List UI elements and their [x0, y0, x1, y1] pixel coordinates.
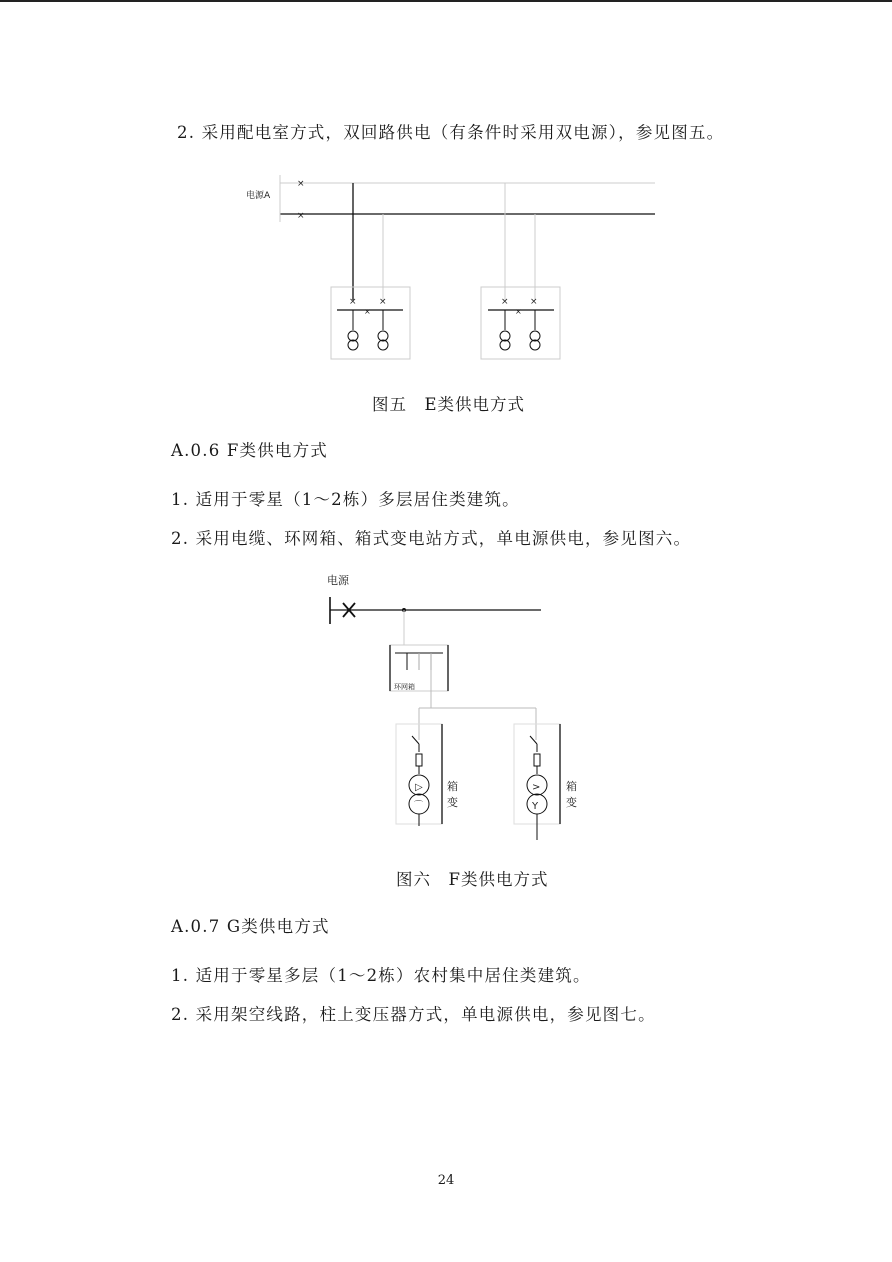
source-label: 电源 [327, 574, 349, 587]
svg-text:×: × [379, 297, 387, 307]
svg-text:×: × [297, 211, 305, 221]
svg-text:▷: ▷ [415, 782, 423, 793]
svg-text:×: × [515, 307, 522, 316]
top-border [0, 0, 892, 2]
ring-main-unit-label: 环网箱 [394, 683, 415, 691]
section-heading-a06: A.0.6 F类供电方式 [171, 441, 328, 460]
page-number: 24 [437, 1173, 455, 1188]
paragraph-g-item-2: 2. 采用架空线路，柱上变压器方式，单电源供电，参见图七。 [171, 1005, 656, 1024]
svg-text:×: × [349, 297, 357, 307]
box-substation-label-1a: 箱 [447, 780, 458, 793]
figure-6-diagram [0, 565, 892, 855]
paragraph-e-item-2: 2. 采用配电室方式，双回路供电（有条件时采用双电源），参见图五。 [177, 123, 725, 142]
box-substation-label-2a: 箱 [566, 780, 577, 793]
section-heading-a07: A.0.7 G类供电方式 [171, 917, 330, 936]
svg-text:×: × [364, 307, 371, 316]
svg-text:×: × [297, 179, 305, 189]
figure-6-caption: 图六 F类供电方式 [396, 870, 549, 889]
paragraph-g-item-1: 1. 适用于零星多层（1～2栋）农村集中居住类建筑。 [171, 966, 591, 985]
svg-text:×: × [530, 297, 538, 307]
figure-5-diagram [0, 170, 892, 410]
box-substation-label-2b: 变 [566, 796, 577, 809]
svg-text:>: > [532, 782, 541, 793]
source-a-label: 电源A [246, 191, 271, 201]
svg-text:⌒: ⌒ [414, 801, 424, 811]
svg-text:×: × [501, 297, 509, 307]
paragraph-f-item-2: 2. 采用电缆、环网箱、箱式变电站方式，单电源供电，参见图六。 [171, 529, 692, 548]
paragraph-f-item-1: 1. 适用于零星（1～2栋）多层居住类建筑。 [171, 490, 520, 509]
figure-5-caption: 图五 E类供电方式 [372, 395, 526, 414]
box-substation-label-1b: 变 [447, 796, 458, 809]
svg-text:Y: Y [532, 801, 539, 812]
